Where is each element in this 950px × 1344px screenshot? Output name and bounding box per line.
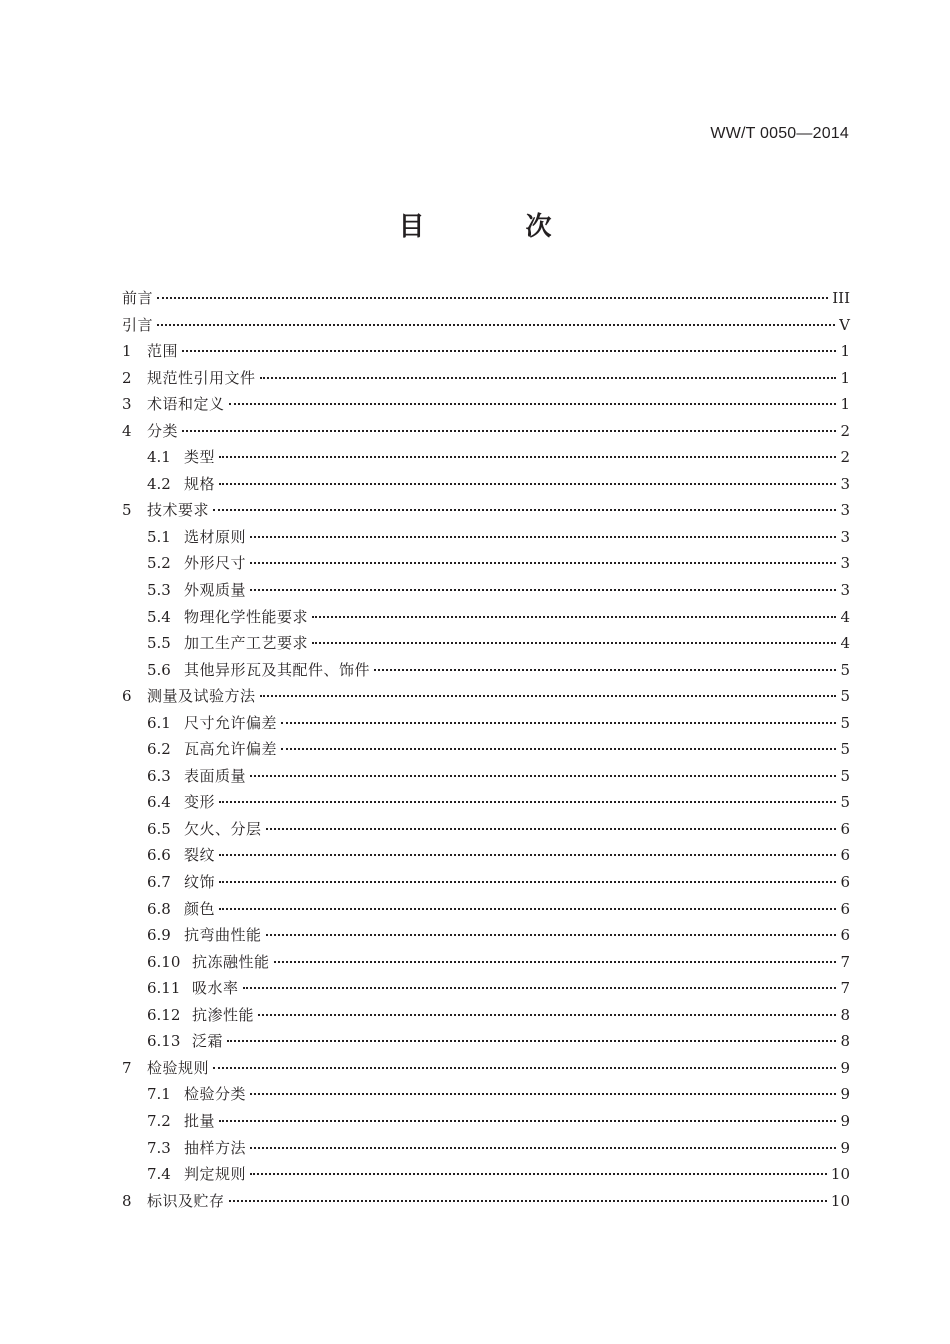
toc-entry-number: 6 — [122, 687, 132, 706]
toc-entry-label: 泛霜 — [192, 1032, 224, 1051]
toc-entry-label: 吸水率 — [192, 979, 239, 998]
toc-entry-label: 加工生产工艺要求 — [184, 634, 309, 653]
toc-entry[interactable] — [122, 816, 850, 843]
toc-leader-dots — [229, 403, 837, 405]
toc-entry-label: 批量 — [184, 1111, 216, 1130]
toc-entry-number: 6.5 — [147, 819, 171, 838]
toc-entry[interactable] — [122, 471, 850, 498]
toc-entry-number: 6.6 — [147, 846, 171, 865]
toc-entry[interactable] — [122, 842, 850, 869]
toc-entry[interactable] — [122, 949, 850, 976]
toc-entry-page: 2 — [840, 448, 850, 467]
toc-entry-number: 2 — [122, 368, 132, 387]
toc-entry-number: 4.2 — [147, 474, 171, 493]
toc-entry-page: 2 — [840, 421, 850, 440]
toc-leader-dots — [260, 695, 837, 697]
toc-entry-number: 6.7 — [147, 873, 171, 892]
toc-entry-number: 5.6 — [147, 660, 171, 679]
toc-entry-label: 术语和定义 — [147, 395, 225, 414]
toc-entry-page: 6 — [840, 873, 850, 892]
toc-entry-page: 1 — [840, 342, 850, 361]
toc-entry[interactable] — [122, 285, 850, 312]
toc-leader-dots — [227, 1040, 836, 1042]
toc-entry[interactable] — [122, 1055, 850, 1082]
toc-entry-page: 6 — [840, 899, 850, 918]
toc-entry[interactable] — [122, 418, 850, 445]
toc-entry[interactable] — [122, 869, 850, 896]
toc-leader-dots — [266, 828, 837, 830]
toc-leader-dots — [219, 908, 836, 910]
toc-entry-page: 4 — [840, 607, 850, 626]
toc-entry-number: 6.11 — [147, 979, 181, 998]
toc-entry-page: 5 — [840, 660, 850, 679]
toc-entry-page: 9 — [840, 1085, 850, 1104]
toc-entry-page: 6 — [840, 926, 850, 945]
toc-entry-label: 其他异形瓦及其配件、饰件 — [184, 660, 371, 679]
toc-entry-page: 5 — [840, 687, 850, 706]
toc-entry-page: 10 — [830, 1165, 850, 1184]
toc-entry-label: 检验分类 — [184, 1085, 247, 1104]
toc-leader-dots — [312, 642, 836, 644]
toc-entry[interactable] — [122, 444, 850, 471]
toc-entry-label: 颜色 — [184, 899, 216, 918]
toc-entry-number: 5.1 — [147, 527, 171, 546]
toc-entry-page: 9 — [840, 1138, 850, 1157]
toc-entry-page: 3 — [840, 501, 850, 520]
toc-entry-label: 纹饰 — [184, 873, 216, 892]
toc-leader-dots — [219, 1120, 836, 1122]
toc-entry-number: 6.10 — [147, 952, 181, 971]
toc-leader-dots — [157, 297, 828, 299]
toc-entry[interactable] — [122, 365, 850, 392]
toc-entry-page: 7 — [840, 979, 850, 998]
toc-leader-dots — [260, 377, 837, 379]
toc-leader-dots — [229, 1200, 827, 1202]
toc-entry-number: 6.2 — [147, 740, 171, 759]
toc-leader-dots — [213, 509, 836, 511]
toc-entry[interactable] — [122, 338, 850, 365]
toc-entry-page: 9 — [840, 1111, 850, 1130]
toc-entry-label: 规范性引用文件 — [147, 368, 256, 387]
toc-entry-number: 5.4 — [147, 607, 171, 626]
toc-entry-page: 10 — [830, 1191, 850, 1210]
toc-leader-dots — [250, 1093, 836, 1095]
toc-entry[interactable] — [122, 1002, 850, 1029]
toc-entry-label: 前言 — [122, 289, 154, 307]
toc-entry-page: V — [839, 315, 850, 334]
toc-entry-number: 6.3 — [147, 766, 171, 785]
toc-leader-dots — [182, 350, 836, 352]
toc-leader-dots — [258, 1014, 836, 1016]
toc-leader-dots — [312, 616, 836, 618]
toc-entry-page: 5 — [840, 793, 850, 812]
toc-entry-number: 3 — [122, 395, 132, 414]
toc-entry-page: 5 — [840, 766, 850, 785]
toc-entry-page: III — [832, 289, 850, 307]
toc-entry-page: 6 — [840, 819, 850, 838]
toc-entry-label: 抽样方法 — [184, 1138, 247, 1157]
toc-entry[interactable] — [122, 710, 850, 737]
toc-entry-label: 测量及试验方法 — [147, 687, 256, 706]
toc-leader-dots — [281, 722, 836, 724]
toc-entry[interactable] — [122, 922, 850, 949]
toc-leader-dots — [219, 854, 836, 856]
toc-entry-page: 8 — [840, 1005, 850, 1024]
toc-entry[interactable] — [122, 896, 850, 923]
toc-entry-page: 3 — [840, 474, 850, 493]
toc-leader-dots — [274, 961, 837, 963]
toc-entry-label: 技术要求 — [147, 501, 210, 520]
toc-entry[interactable] — [122, 1108, 850, 1135]
page-title: 目 次 — [398, 212, 598, 242]
toc-entry-label: 外形尺寸 — [184, 554, 247, 573]
toc-entry-label: 裂纹 — [184, 846, 216, 865]
toc-entry-label: 分类 — [147, 421, 179, 440]
toc-entry-page: 3 — [840, 554, 850, 573]
toc-entry-label: 引言 — [122, 315, 154, 334]
toc-entry-number: 6.4 — [147, 793, 171, 812]
toc-entry-label: 物理化学性能要求 — [184, 607, 309, 626]
toc-leader-dots — [219, 881, 836, 883]
toc-entry-label: 判定规则 — [184, 1165, 247, 1184]
toc-entry[interactable] — [122, 1081, 850, 1108]
toc-entry-label: 抗弯曲性能 — [184, 926, 262, 945]
toc-entry-number: 7.2 — [147, 1111, 171, 1130]
toc-entry[interactable] — [122, 497, 850, 524]
toc-entry[interactable] — [122, 1188, 850, 1215]
toc-leader-dots — [219, 456, 836, 458]
toc-entry-page: 6 — [840, 846, 850, 865]
toc-entry[interactable] — [122, 975, 850, 1002]
toc-entry[interactable] — [122, 1028, 850, 1055]
toc-entry-label: 外观质量 — [184, 581, 247, 600]
toc-entry-number: 8 — [122, 1191, 132, 1210]
toc-entry-page: 7 — [840, 952, 850, 971]
toc-entry[interactable] — [122, 550, 850, 577]
toc-entry-page: 5 — [840, 713, 850, 732]
toc-entry-number: 6.1 — [147, 713, 171, 732]
toc-leader-dots — [182, 430, 836, 432]
toc-entry-label: 变形 — [184, 793, 216, 812]
toc-entry-label: 欠火、分层 — [184, 819, 262, 838]
toc-entry[interactable] — [122, 657, 850, 684]
toc-entry-page: 5 — [840, 740, 850, 759]
toc-entry-number: 1 — [122, 342, 132, 361]
toc-entry-page: 4 — [840, 634, 850, 653]
toc-leader-dots — [250, 1173, 827, 1175]
toc-entry-label: 抗渗性能 — [192, 1005, 255, 1024]
toc-leader-dots — [374, 669, 836, 671]
toc-entry-number: 7.1 — [147, 1085, 171, 1104]
toc-entry-number: 7.4 — [147, 1165, 171, 1184]
toc-entry-number: 4.1 — [147, 448, 171, 467]
toc-entry[interactable] — [122, 789, 850, 816]
toc-entry-number: 6.8 — [147, 899, 171, 918]
toc-entry[interactable] — [122, 736, 850, 763]
toc-leader-dots — [250, 536, 836, 538]
toc-entry-label: 尺寸允许偏差 — [184, 713, 278, 732]
toc-entry-number: 5 — [122, 501, 132, 520]
toc-entry[interactable] — [122, 1161, 850, 1188]
toc-entry-page: 3 — [840, 581, 850, 600]
toc-entry-label: 检验规则 — [147, 1058, 210, 1077]
toc-leader-dots — [250, 775, 836, 777]
toc-entry-label: 抗冻融性能 — [192, 952, 270, 971]
toc-entry[interactable] — [122, 312, 850, 339]
toc-entry-page: 9 — [840, 1058, 850, 1077]
toc-leader-dots — [243, 987, 837, 989]
toc-entry-label: 标识及贮存 — [147, 1191, 225, 1210]
toc-leader-dots — [281, 748, 836, 750]
toc-entry-number: 5.5 — [147, 634, 171, 653]
toc-entry[interactable] — [122, 604, 850, 631]
toc-entry-number: 6.9 — [147, 926, 171, 945]
toc-entry-page: 1 — [840, 368, 850, 387]
toc-entry-number: 5.3 — [147, 581, 171, 600]
toc-leader-dots — [250, 589, 836, 591]
toc-entry[interactable] — [122, 1135, 850, 1162]
toc-leader-dots — [157, 324, 835, 326]
toc-entry-page: 3 — [840, 527, 850, 546]
table-of-contents — [122, 285, 850, 1214]
toc-entry-label: 表面质量 — [184, 766, 247, 785]
toc-entry[interactable] — [122, 763, 850, 790]
toc-entry-label: 瓦高允许偏差 — [184, 740, 278, 759]
toc-entry-number: 7.3 — [147, 1138, 171, 1157]
toc-entry[interactable] — [122, 391, 850, 418]
toc-leader-dots — [266, 934, 837, 936]
toc-leader-dots — [219, 483, 836, 485]
toc-entry-label: 类型 — [184, 448, 216, 467]
toc-leader-dots — [250, 1147, 836, 1149]
standard-code: WW/T 0050—2014 — [710, 125, 849, 142]
toc-entry-page: 8 — [840, 1032, 850, 1051]
toc-leader-dots — [213, 1067, 836, 1069]
toc-entry-number: 6.13 — [147, 1032, 181, 1051]
toc-entry-number: 4 — [122, 421, 132, 440]
toc-entry-number: 7 — [122, 1058, 132, 1077]
toc-entry-label: 规格 — [184, 474, 216, 493]
toc-entry-label: 选材原则 — [184, 527, 247, 546]
toc-entry[interactable] — [122, 683, 850, 710]
toc-entry-number: 5.2 — [147, 554, 171, 573]
toc-leader-dots — [250, 562, 836, 564]
toc-leader-dots — [219, 801, 836, 803]
toc-entry-number: 6.12 — [147, 1005, 181, 1024]
toc-entry[interactable] — [122, 630, 850, 657]
toc-entry[interactable] — [122, 524, 850, 551]
toc-entry[interactable] — [122, 577, 850, 604]
toc-entry-label: 范围 — [147, 342, 179, 361]
toc-entry-page: 1 — [840, 395, 850, 414]
